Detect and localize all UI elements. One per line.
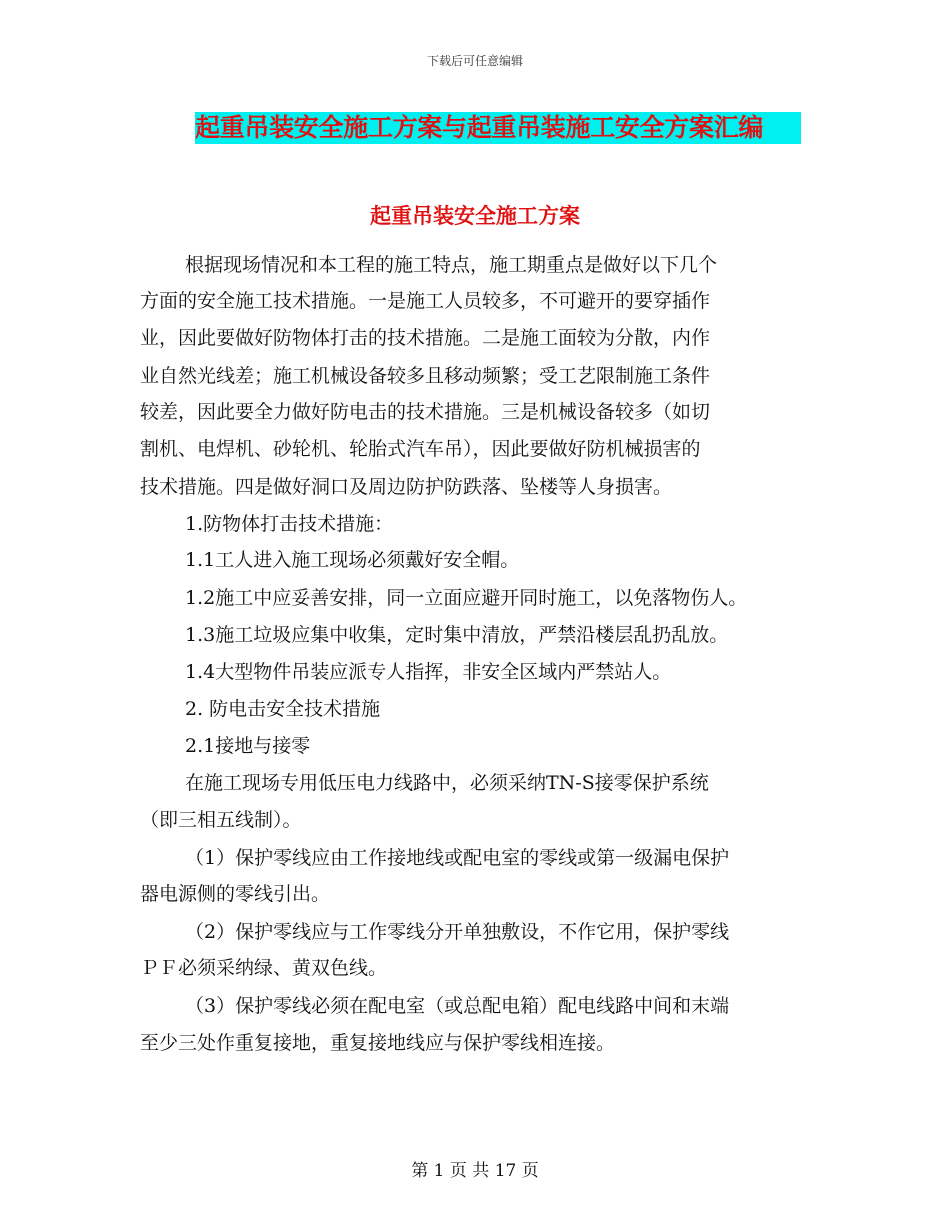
paragraph-line: （3）保护零线必须在配电室（或总配电箱）配电线路中间和末端 (185, 995, 730, 1017)
header-note: 下载后可任意编辑 (426, 54, 523, 68)
list-item: 1.防物体打击技术措施： (185, 513, 394, 535)
paragraph-line: 业，因此要做好防物体打击的技术措施。二是施工面较为分散，内作 (140, 327, 711, 349)
paragraph-line: 至少三处作重复接地，重复接地线应与保护零线相连接。 (140, 1032, 616, 1054)
paragraph-line: （1）保护零线应由工作接地线或配电室的零线或第一级漏电保护 (185, 847, 730, 869)
paragraph-line: 方面的安全施工技术措施。一是施工人员较多，不可避开的要穿插作 (140, 290, 711, 312)
list-item: 1.1工人进入施工现场必须戴好安全帽。 (185, 549, 520, 571)
paragraph-line: （即三相五线制）。 (140, 809, 302, 831)
paragraph-line: 较差，因此要全力做好防电击的技术措施。三是机械设备较多（如切 (140, 401, 711, 423)
page-number: 第 1 页 共 17 页 (411, 1161, 539, 1181)
paragraph-line: 业自然光线差；施工机械设备较多且移动频繁；受工艺限制施工条件 (140, 365, 711, 387)
section-title: 起重吊装安全施工方案 (370, 203, 580, 228)
list-item: 1.4大型物件吊装应派专人指挥，非安全区域内严禁站人。 (185, 661, 672, 683)
document-title: 起重吊装安全施工方案与起重吊装施工安全方案汇编 (195, 112, 801, 144)
list-item: 1.3施工垃圾应集中收集，定时集中清放，严禁沿楼层乱扔乱放。 (185, 624, 729, 646)
paragraph-line: 技术措施。四是做好洞口及周边防护防跌落、坠楼等人身损害。 (140, 476, 673, 498)
paragraph-line: 在施工现场专用低压电力线路中，必须采纳TN-S接零保护系统 (185, 772, 709, 794)
list-item: 2.1接地与接零 (185, 735, 311, 757)
paragraph-line: 割机、电焊机、砂轮机、轮胎式汽车吊），因此要做好防机械损害的 (140, 438, 701, 460)
paragraph-line: ＰＦ必须采纳绿、黄双色线。 (140, 957, 388, 979)
paragraph-line: 器电源侧的零线引出。 (140, 883, 331, 905)
paragraph-line: （2）保护零线应与工作零线分开单独敷设，不作它用，保护零线 (185, 921, 730, 943)
list-item: 1.2施工中应妥善安排，同一立面应避开同时施工，以免落物伤人。 (185, 587, 748, 609)
list-item: 2. 防电击安全技术措施 (185, 698, 381, 720)
paragraph-line: 根据现场情况和本工程的施工特点，施工期重点是做好以下几个 (185, 254, 718, 276)
